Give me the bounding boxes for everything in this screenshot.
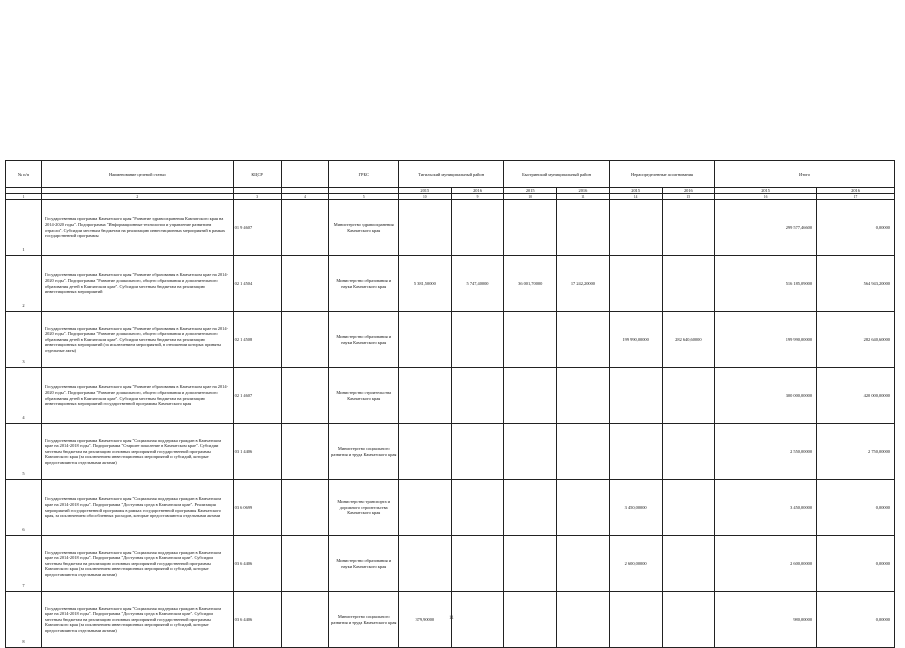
- year-cell: 2015: [715, 188, 817, 194]
- col-number: 15: [662, 194, 715, 200]
- empty-cell: [281, 480, 329, 536]
- header-no: № п/п: [6, 161, 42, 188]
- empty-cell: [281, 312, 329, 368]
- row-grbs-cell: Министерство транспорта и дорожного строительства Камчатского края: [329, 480, 398, 536]
- row-kbk-cell: 02 1 4508: [233, 312, 281, 368]
- total-2016-cell: 282 640,60000: [817, 312, 895, 368]
- header-tigil: Тигильский муниципальный район: [398, 161, 503, 188]
- col-number: 10: [504, 194, 557, 200]
- unalloc-2015-cell: [609, 200, 662, 256]
- table-row: [6, 368, 895, 424]
- col-number: 3: [233, 194, 281, 200]
- table-row: [6, 312, 895, 368]
- row-number-cell: 7: [6, 536, 42, 592]
- header-unalloc: Нераспределенные ассигнования: [609, 161, 714, 188]
- row-name-cell: Государственная программа Камчатского края "Социальная поддержка граждан в Камчатском крае на 2014-2018 годы". Подпрограмма "Доступная среда в Камчатском крае". Субсидии местным бюджетам на реализацию основных мероприятий государственной программы Камчатского края (за исключением инвестиционных мероприятий и субсидий, которые предоставляются отдельными актами): [41, 592, 233, 648]
- total-2015-cell: 300 000,00000: [715, 368, 817, 424]
- row-grbs-cell: Министерство образования и науки Камчатского края: [329, 312, 398, 368]
- total-2015-cell: 199 990,00000: [715, 312, 817, 368]
- row-name-cell: Государственная программа Камчатского края "Развитие образования в Камчатском крае на 2014-2020 годы". Подпрограмма "Развитие дошкольного, общего образования и дополнительного образования детей в Камчатском крае". Субсидии местным бюджетам на реализацию инвестиционных мероприятий (за исключением мероприятий, в отношении которых приняты отдельные акты): [41, 312, 233, 368]
- unalloc-2016-cell: [662, 592, 715, 648]
- row-name-cell: Государственная программа Камчатского края "Развитие образования в Камчатском крае на 2014-2020 годы". Подпрограмма "Развитие дошкольного, общего образования и дополнительного образования детей в Камчатском крае". Субсидии местным бюджетам на реализацию инвестиционных мероприятий государственной программы Камчатского края: [41, 368, 233, 424]
- row-kbk-cell: 02 1 4607: [233, 368, 281, 424]
- row-kbk-cell: 02 1 4504: [233, 256, 281, 312]
- bystr-2015-cell: 36 001,70000: [504, 256, 557, 312]
- empty-cell: [281, 368, 329, 424]
- empty-cell: [281, 200, 329, 256]
- bystr-2015-cell: [504, 480, 557, 536]
- tigil-2016-cell: [451, 536, 504, 592]
- row-name-cell: Государственная программа Камчатского края "Развитие здравоохранения Камчатского края на 2014-2020 годы". Подпрограмма "Информационные технологии и управление развитием отрасли". Субсидии местным бюджетам на реализацию инвестиционных мероприятий в рамках государственной программы: [41, 200, 233, 256]
- year-cell: 2016: [451, 188, 504, 194]
- tigil-2015-cell: [398, 312, 451, 368]
- total-2016-cell: 0,00000: [817, 536, 895, 592]
- year-cell: 2016: [662, 188, 715, 194]
- tigil-2015-cell: [398, 480, 451, 536]
- total-2015-cell: 516 185,09000: [715, 256, 817, 312]
- unalloc-2016-cell: [662, 536, 715, 592]
- table-row: [6, 480, 895, 536]
- table-row: [6, 424, 895, 480]
- tigil-2015-cell: [398, 536, 451, 592]
- col-number: 9: [451, 194, 504, 200]
- row-number-cell: 6: [6, 480, 42, 536]
- bystr-2016-cell: [557, 480, 610, 536]
- unalloc-2015-cell: [609, 424, 662, 480]
- unalloc-2015-cell: 2 600,00000: [609, 536, 662, 592]
- unalloc-2015-cell: 199 990,00000: [609, 312, 662, 368]
- tigil-2016-cell: [451, 368, 504, 424]
- empty-cell: [281, 256, 329, 312]
- col-number: 2: [41, 194, 233, 200]
- year-cell: 2015: [609, 188, 662, 194]
- bystr-2015-cell: [504, 536, 557, 592]
- row-grbs-cell: Министерство социального развития и труда Камчатского края: [329, 592, 398, 648]
- table-row: [6, 536, 895, 592]
- year-cell: 2016: [557, 188, 610, 194]
- bystr-2016-cell: [557, 592, 610, 648]
- tigil-2015-cell: [398, 200, 451, 256]
- row-number-cell: 4: [6, 368, 42, 424]
- unalloc-2016-cell: 282 640,60000: [662, 312, 715, 368]
- empty-cell: [281, 592, 329, 648]
- col-number: 11: [557, 194, 610, 200]
- row-number-cell: 2: [6, 256, 42, 312]
- unalloc-2016-cell: [662, 424, 715, 480]
- row-number-cell: 1: [6, 200, 42, 256]
- header-empty: [281, 161, 329, 188]
- budget-table: [5, 160, 895, 648]
- header-kbk: КЦСР: [233, 161, 281, 188]
- row-number-cell: 3: [6, 312, 42, 368]
- header-bystr: Быстринский муниципальный район: [504, 161, 609, 188]
- col-number: 14: [609, 194, 662, 200]
- header-name: Наименование целевой статьи: [41, 161, 233, 188]
- unalloc-2016-cell: [662, 200, 715, 256]
- row-number-cell: 8: [6, 592, 42, 648]
- tigil-2015-cell: 5 381,50000: [398, 256, 451, 312]
- col-number: 10: [398, 194, 451, 200]
- unalloc-2016-cell: [662, 256, 715, 312]
- col-number: 5: [329, 194, 398, 200]
- row-kbk-cell: 03 6 0699: [233, 480, 281, 536]
- bystr-2016-cell: [557, 536, 610, 592]
- empty-cell: [281, 536, 329, 592]
- row-name-cell: Государственная программа Камчатского края "Социальная поддержка граждан в Камчатском крае на 2014-2018 годы". Подпрограмма "Старшее поколение в Камчатском крае". Субсидии местным бюджетам на реализацию основных мероприятий государственной программы Камчатского края (за исключением инвестиционных мероприятий и субсидий, которые предоставляются отдельными актами): [41, 424, 233, 480]
- row-kbk-cell: 01 9 4607: [233, 200, 281, 256]
- page-number: 11: [449, 616, 454, 621]
- header-row: [6, 161, 895, 188]
- bystr-2015-cell: [504, 424, 557, 480]
- row-kbk-cell: 03 6 4406: [233, 536, 281, 592]
- bystr-2016-cell: 17 242,20000: [557, 256, 610, 312]
- total-2015-cell: 2 600,00000: [715, 536, 817, 592]
- bystr-2015-cell: [504, 312, 557, 368]
- col-number: 4: [281, 194, 329, 200]
- tigil-2015-cell: 379,90000: [398, 592, 451, 648]
- total-2016-cell: 420 000,00000: [817, 368, 895, 424]
- tigil-2015-cell: [398, 424, 451, 480]
- bystr-2016-cell: [557, 368, 610, 424]
- unalloc-2016-cell: [662, 368, 715, 424]
- unalloc-2015-cell: [609, 368, 662, 424]
- total-2016-cell: 0,00000: [817, 480, 895, 536]
- row-kbk-cell: 03 6 4406: [233, 592, 281, 648]
- total-2016-cell: 2 750,00000: [817, 424, 895, 480]
- tigil-2016-cell: 5 747,40000: [451, 256, 504, 312]
- row-name-cell: Государственная программа Камчатского края "Развитие образования в Камчатском крае на 2014-2020 годы". Подпрограмма "Развитие дошкольного, общего образования и дополнительного образования детей в Камчатском крае". Субсидии местным бюджетам на реализацию инвестиционных мероприятий: [41, 256, 233, 312]
- unalloc-2016-cell: [662, 480, 715, 536]
- year-cell: 2015: [504, 188, 557, 194]
- col-number: 16: [715, 194, 817, 200]
- empty-cell: [281, 424, 329, 480]
- table-row: [6, 200, 895, 256]
- tigil-2016-cell: [451, 480, 504, 536]
- bystr-2016-cell: [557, 200, 610, 256]
- tigil-2016-cell: [451, 592, 504, 648]
- row-name-cell: Государственная программа Камчатского края "Социальная поддержка граждан в Камчатском крае на 2014-2018 годы". Подпрограмма "Доступная среда в Камчатском крае". Реализация мероприятий государственной программы в рамках государственной программы Камчатского края, за исключением обособленных расходов, которые предоставляются отдельными актами: [41, 480, 233, 536]
- tigil-2016-cell: [451, 200, 504, 256]
- col-number: 17: [817, 194, 895, 200]
- bystr-2016-cell: [557, 424, 610, 480]
- row-grbs-cell: Министерство здравоохранения Камчатского края: [329, 200, 398, 256]
- row-grbs-cell: Министерство социального развития и труда Камчатского края: [329, 424, 398, 480]
- bystr-2015-cell: [504, 592, 557, 648]
- header-total: Итого: [715, 161, 895, 188]
- year-cell: 2016: [817, 188, 895, 194]
- total-2016-cell: 564 943,20000: [817, 256, 895, 312]
- tigil-2016-cell: [451, 312, 504, 368]
- unalloc-2015-cell: [609, 256, 662, 312]
- row-number-cell: 5: [6, 424, 42, 480]
- header-grbs: ГРБС: [329, 161, 398, 188]
- total-2016-cell: 0,00000: [817, 592, 895, 648]
- total-2016-cell: 0,00000: [817, 200, 895, 256]
- row-kbk-cell: 03 1 4406: [233, 424, 281, 480]
- bystr-2015-cell: [504, 368, 557, 424]
- year-cell: 2015: [398, 188, 451, 194]
- unalloc-2015-cell: 3 450,00000: [609, 480, 662, 536]
- row-name-cell: Государственная программа Камчатского края "Социальная поддержка граждан в Камчатском крае на 2014-2018 годы". Подпрограмма "Доступная среда в Камчатском крае". Субсидии местным бюджетам на реализацию основных мероприятий государственной программы Камчатского края (за исключением инвестиционных мероприятий и субсидий, которые предоставляются отдельными актами): [41, 536, 233, 592]
- tigil-2016-cell: [451, 424, 504, 480]
- row-grbs-cell: Министерство строительства Камчатского края: [329, 368, 398, 424]
- row-grbs-cell: Министерство образования и науки Камчатского края: [329, 536, 398, 592]
- total-2015-cell: 2 550,00000: [715, 424, 817, 480]
- col-number: 1: [6, 194, 42, 200]
- total-2015-cell: 3 450,00000: [715, 480, 817, 536]
- bystr-2016-cell: [557, 312, 610, 368]
- bystr-2015-cell: [504, 200, 557, 256]
- unalloc-2015-cell: [609, 592, 662, 648]
- table-row: [6, 256, 895, 312]
- total-2015-cell: 980,00000: [715, 592, 817, 648]
- row-grbs-cell: Министерство образования и науки Камчатского края: [329, 256, 398, 312]
- total-2015-cell: 299 577,46600: [715, 200, 817, 256]
- tigil-2015-cell: [398, 368, 451, 424]
